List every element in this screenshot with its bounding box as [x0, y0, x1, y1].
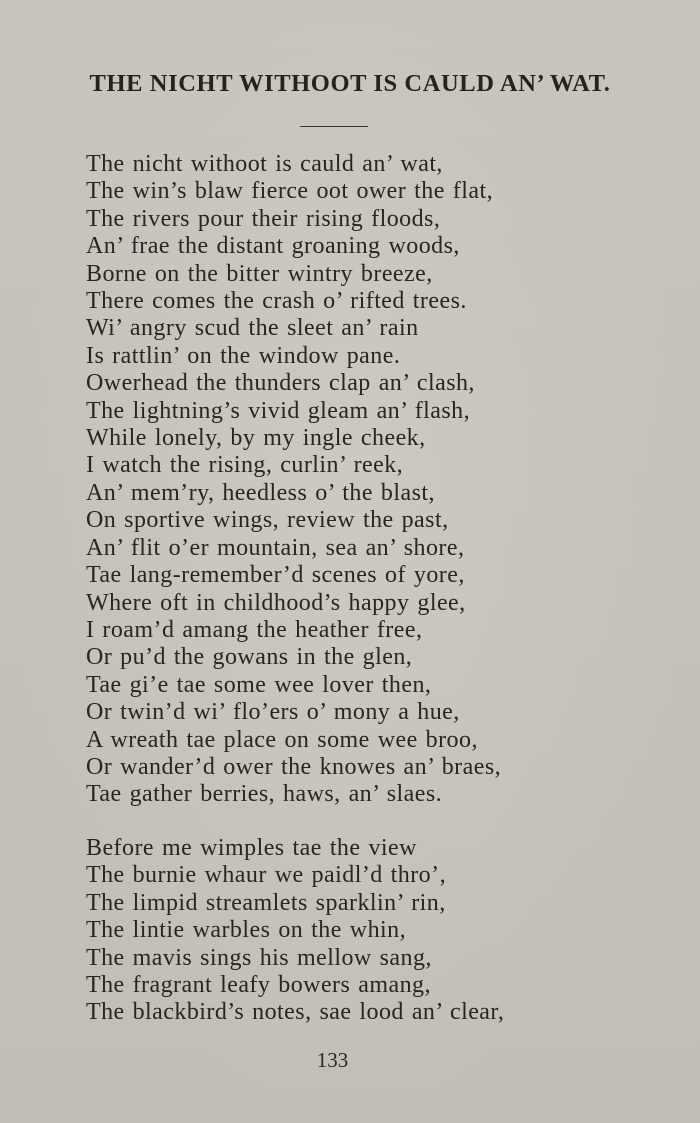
stanza-2: [86, 835, 504, 1027]
poem-line: The limpid streamlets sparklin’ rin,: [86, 889, 446, 916]
poem-line: The burnie whaur we paidl’d thro’,: [86, 862, 447, 889]
poem-line: The lightning’s vivid gleam an’ flash,: [86, 397, 471, 424]
poem-line: Owerhead the thunders clap an’ clash,: [86, 370, 475, 397]
poem-line: Borne on the bitter wintry breeze,: [86, 260, 433, 287]
poem-line: Tae gi’e tae some wee lover then,: [86, 671, 432, 698]
poem-line: Where oft in childhood’s happy glee,: [86, 589, 466, 616]
poem-line: The fragrant leafy bowers amang,: [86, 972, 431, 999]
poem-line: On sportive wings, review the past,: [86, 507, 449, 534]
poem-line: An’ frae the distant groaning woods,: [86, 233, 460, 260]
poem-line: Wi’ angry scud the sleet an’ rain: [86, 315, 419, 342]
poem-line: Tae gather berries, haws, an’ slaes.: [86, 781, 443, 808]
poem-line: The rivers pour their rising floods,: [86, 205, 441, 232]
poem-line: Tae lang-remember’d scenes of yore,: [86, 562, 465, 589]
poem-line: The lintie warbles on the whin,: [86, 917, 407, 944]
poem-line: I watch the rising, curlin’ reek,: [86, 452, 404, 479]
poem-line: A wreath tae place on some wee broo,: [86, 726, 478, 753]
poem-line: I roam’d amang the heather free,: [86, 616, 423, 643]
poem-line: There comes the crash o’ rifted trees.: [86, 288, 467, 315]
page-number: 133: [316, 1048, 349, 1072]
poem-line: Before me wimples tae the view: [86, 835, 417, 861]
stanza-1: [86, 151, 501, 809]
title-divider: [300, 126, 368, 127]
poem-line: The win’s blaw fierce oot ower the flat,: [86, 178, 494, 205]
poem-line: While lonely, by my ingle cheek,: [86, 425, 426, 452]
poem-line: An’ mem’ry, heedless o’ the blast,: [86, 479, 435, 506]
poem-line: The nicht withoot is cauld an’ wat,: [86, 151, 443, 177]
poem-title: THE NICHT WITHOOT IS CAULD AN’ WAT.: [89, 70, 611, 97]
poem-line: Is rattlin’ on the window pane.: [86, 342, 401, 369]
poem-line: The mavis sings his mellow sang,: [86, 944, 432, 971]
poem-line: Or twin’d wi’ flo’ers o’ mony a hue,: [86, 699, 460, 726]
poem-line: The blackbird’s notes, sae lood an’ clear,: [86, 999, 505, 1026]
poem-line: An’ flit o’er mountain, sea an’ shore,: [86, 534, 465, 561]
poem-line: Or pu’d the gowans in the glen,: [86, 644, 413, 671]
poem-line: Or wander’d ower the knowes an’ braes,: [86, 753, 502, 780]
